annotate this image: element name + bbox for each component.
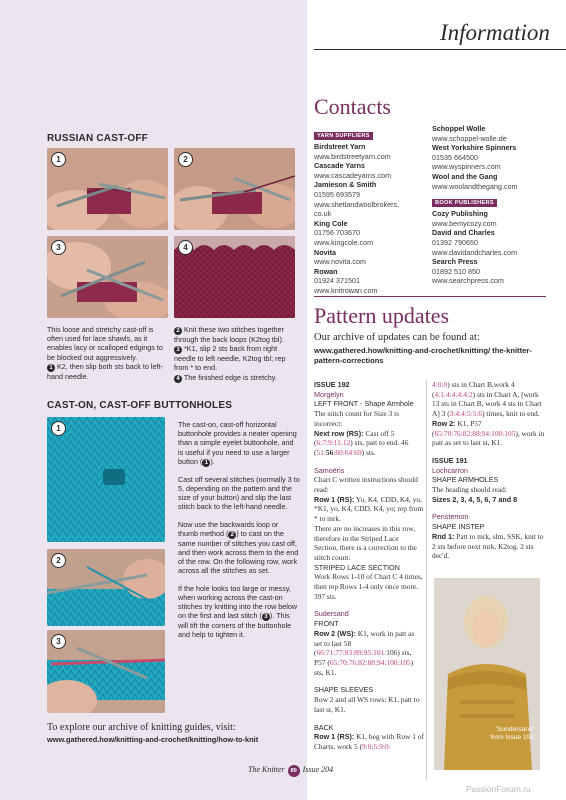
label: Row 2 (WS): — [314, 628, 356, 638]
sundersand-photo — [434, 578, 540, 770]
step-badge: 2 — [51, 553, 66, 568]
text-span: ). — [210, 456, 215, 466]
label: Rnd 1: — [432, 531, 455, 541]
supplier-detail[interactable]: www.birdstreetyarn.com — [314, 151, 391, 161]
supplier-name: West Yorkshire Spinners — [432, 143, 517, 153]
supplier-name: Rowan — [314, 266, 338, 276]
supplier-detail[interactable]: www.kingcole.com — [314, 237, 374, 247]
size-values: 3:4:4:5:5:6 — [449, 409, 483, 419]
supplier-detail[interactable]: www.knitrowan.com — [314, 285, 378, 295]
buttonholes-para-3 — [178, 520, 300, 576]
archive-link[interactable]: www.gathered.how/knitting-and-crochet/knitting/how-to-knit — [47, 735, 259, 744]
supplier-list-1 — [314, 142, 424, 296]
supplier-detail: 01892 510 850 — [432, 266, 480, 276]
buttonhole-step-1-illustration — [47, 417, 165, 542]
size-values: :100:105 — [384, 657, 411, 667]
label: Row 2: — [432, 418, 456, 428]
text-row-2 — [314, 629, 424, 678]
supplier-name: Novita — [314, 247, 336, 257]
buttonholes-heading: CAST-ON, CAST-OFF BUTTONHOLES — [47, 400, 233, 411]
text-span: K1, P57 ( — [432, 418, 482, 438]
size-values: 4:1:4:4:4:4:2 — [434, 389, 473, 399]
updates-col-2 — [432, 380, 546, 561]
caption-line-2: from Issue 192 — [490, 734, 534, 742]
step-badge: 1 — [51, 152, 66, 167]
supplier-detail[interactable]: www.woolandthegang.com — [432, 181, 518, 191]
supplier-entry — [314, 219, 424, 248]
size-values: 82:88:94 — [358, 657, 385, 667]
text-span: Patt to mrk, slm, SSK, knit to 2 sts before next mrk, K2tog. 2 sts dec'd. — [432, 531, 544, 561]
publisher-list — [432, 209, 562, 286]
page-footer — [248, 765, 333, 777]
supplier-detail[interactable]: www.wyspinners.com — [432, 162, 501, 172]
russian-intro: This loose and stretchy cast-off is often used for lace shawls, as it enables lacy or scalloped edgings to be blocked out aggressively. — [47, 325, 163, 362]
text-span: ) sts, patt to end. — [350, 438, 400, 448]
step-badge: 1 — [51, 421, 66, 436]
text-row-2-back — [432, 419, 546, 448]
text-span: 46 ( — [314, 438, 409, 457]
step-badge: 4 — [178, 240, 193, 255]
russian-step-4-text: The finished edge is stretchy. — [183, 372, 277, 382]
section-front: FRONT — [314, 619, 339, 629]
buttonholes-para-2: Cast off several stitches (normally 3 to 5, depending on the pattern and the size of your button) and slip the last stitch back to the left-hand needle. — [178, 474, 300, 512]
supplier-detail: 01392 790650 — [432, 237, 478, 247]
text-span: Now use the backwards loop or thumb method ( — [178, 519, 279, 538]
pattern-lochcarron: Lochcarron — [432, 465, 468, 475]
pattern-samoens: Samoëns — [314, 465, 345, 475]
header-rule — [314, 49, 566, 50]
text-no-increases: There are no increases in this row, therefore in the Striped Lace Section, there is a correction to the stitch count: — [314, 523, 417, 562]
size-values: 65:70:76:82:88: — [434, 428, 482, 438]
supplier-detail: 01924 371501 — [314, 276, 360, 286]
caption-line-1: 'Sundersand' — [495, 726, 534, 733]
category-book-publishers: BOOK PUBLISHERS — [432, 199, 497, 207]
russian-step-2-text: Knit these two stitches together through the back loops (K2tog tbl). — [174, 325, 284, 344]
buttonhole-step-2-photo — [47, 549, 165, 626]
text-span: The cast-on, cast-off horizontal buttonhole provides a neater opening than a simple eyelet buttonhole, and is useful if you need to use a larger button ( — [178, 420, 297, 466]
supplier-detail[interactable]: www.shetlandwoolbrokers. — [314, 199, 400, 209]
size-values: 11:12 — [333, 438, 351, 448]
text-next-row — [314, 429, 424, 458]
section-shape-instep: SHAPE INSTEP — [432, 522, 485, 532]
text-heading-should-read: The heading should read: — [432, 485, 507, 495]
step-number-1: 1 — [47, 364, 55, 372]
size-values: 9:0:5:9:0: — [362, 741, 391, 751]
text-stitch-count: The stitch count for Size 3 is incorrect: — [314, 409, 399, 428]
supplier-name: Cascade Yarns — [314, 161, 366, 171]
magazine-name: The Knitter — [248, 765, 285, 774]
corrected-value: 56 — [325, 447, 334, 457]
supplier-name: Jamieson & Smith — [314, 180, 377, 190]
russian-text-right — [174, 325, 298, 383]
text-back-row-1 — [314, 732, 424, 751]
size-values: :60:64:69 — [333, 447, 362, 457]
text-span: :106) sts, P57 ( — [314, 648, 412, 667]
supplier-entry — [314, 161, 424, 180]
text-work-rows: Work Rows 1-10 of Chart C 4 times, then rep Rows 1-4 only once more. 397 sts. — [314, 572, 423, 601]
size-values: 94:100:105 — [481, 428, 516, 438]
supplier-detail[interactable]: www.novita.com — [314, 257, 366, 267]
russian-step-1-text: K2, then slip both sts back to left-hand needle. — [47, 361, 163, 381]
russian-step-2-photo — [174, 148, 295, 230]
step-number-4: 4 — [174, 375, 182, 383]
russian-step-3-text: *K1, slip 2 sts back from right needle to left needle, K2tog tbl; rep from * to end. — [174, 344, 286, 373]
supplier-entry — [432, 257, 562, 286]
contacts-col-2 — [432, 124, 562, 286]
text-span: ) times, knit to end. — [482, 409, 540, 419]
supplier-detail[interactable]: www.bemycozy.com — [432, 218, 497, 228]
updates-col-1 — [314, 380, 424, 752]
supplier-name: Search Press — [432, 257, 478, 267]
supplier-entry — [432, 124, 562, 143]
supplier-entry — [314, 248, 424, 267]
label: Row 1 (RS): — [314, 732, 355, 742]
issue-number: Issue 204 — [302, 765, 334, 774]
text-span: ) to cast on the same number of stitches you cast off, and then work across them to the end of the row. On the following row, work across all the stitches as set. — [178, 528, 299, 576]
category-yarn-suppliers: YARN SUPPLIERS — [314, 132, 373, 140]
text-span: Cast off 5 ( — [314, 428, 395, 448]
size-values: 6:7:9: — [316, 438, 334, 448]
supplier-entry — [432, 172, 562, 191]
supplier-name: King Cole — [314, 218, 348, 228]
issue-192-heading: ISSUE 192 — [314, 380, 350, 389]
updates-intro: Our archive of updates can be found at: — [314, 332, 480, 343]
size-values: 65:70:76: — [329, 657, 359, 667]
step-number-3: 3 — [174, 346, 182, 354]
supplier-detail[interactable]: www.davidandcharles.com — [432, 247, 518, 257]
supplier-name: Wool and the Gang — [432, 171, 498, 181]
page-title: Information — [440, 20, 550, 45]
page-number: 89 — [288, 765, 300, 777]
supplier-detail: 01535 664500 — [432, 152, 478, 162]
step-number-2: 2 — [174, 327, 182, 335]
text-continued — [432, 380, 546, 419]
photo-caption — [434, 726, 534, 743]
text-span: ). This will tift the corners of the buttonhole and help to tighten it. — [178, 611, 292, 640]
supplier-entry — [314, 180, 424, 218]
supplier-detail: co.uk — [314, 209, 332, 219]
russian-step-4-photo — [174, 236, 295, 318]
watermark: PassionForum.ru — [466, 784, 531, 794]
step-badge: 2 — [178, 152, 193, 167]
text-span: Yo, K4, CDD, K4, yo, *K1, yo, K4, CDD, K4, yo; rep from * to mrk. — [314, 494, 424, 524]
supplier-entry — [314, 267, 424, 296]
supplier-name: Cozy Publishing — [432, 209, 488, 219]
step-badge: 3 — [51, 240, 66, 255]
supplier-entry — [432, 209, 562, 228]
buttonhole-step-1-photo — [47, 417, 165, 542]
russian-step-1-photo — [47, 148, 168, 230]
archive-intro: To explore our archive of knitting guides, visit: — [47, 722, 236, 733]
supplier-detail: 01756 703670 — [314, 228, 360, 238]
russian-text-left — [47, 325, 169, 381]
column-divider — [426, 380, 427, 780]
text-span: K1, work in patt as set to last 58 ( — [314, 628, 415, 658]
supplier-name: Birdstreet Yarn — [314, 142, 366, 151]
text-chart-c: Chart C written instructions should read: — [314, 475, 418, 495]
text-span: If the hole looks too large or messy, when working across the cast-on stitches try knitting into the row below on the first and last stitch ( — [178, 583, 298, 621]
section-shape-armholes: SHAPE ARMHOLES — [432, 475, 499, 485]
supplier-detail[interactable]: www.schoppel-wolle.de — [432, 133, 507, 143]
supplier-list-2 — [432, 124, 562, 191]
label: Row 1 (RS): — [314, 494, 355, 504]
text-rnd-1 — [432, 532, 546, 561]
size-values: 51: — [316, 447, 326, 457]
russian-cast-off-heading: RUSSIAN CAST-OFF — [47, 133, 148, 144]
text-span: ), work in patt as set to last st, K1. — [432, 428, 545, 448]
text-span: ) sts. — [361, 447, 376, 457]
buttonholes-para-1 — [178, 420, 300, 467]
step-number: 3 — [262, 613, 270, 621]
size-values: 95:101 — [363, 648, 385, 658]
text-row-1 — [314, 495, 424, 524]
supplier-detail: 01595 693579 — [314, 189, 360, 199]
issue-191-heading: ISSUE 191 — [432, 455, 468, 465]
step-number: 2 — [228, 531, 236, 539]
section-striped-lace: STRIPED LACE SECTION — [314, 562, 400, 572]
supplier-entry — [432, 143, 562, 172]
supplier-detail[interactable]: www.cascadeyarns.com — [314, 170, 392, 180]
buttonholes-para-4 — [178, 584, 300, 640]
supplier-name: David and Charles — [432, 228, 495, 238]
text-span: ) sts, K1. — [314, 657, 414, 677]
label: Next row (RS): — [314, 428, 364, 438]
pattern-sudersand: Sudersand — [314, 609, 349, 619]
buttonhole-step-3-photo — [47, 630, 165, 713]
text-sizes: Sizes 2, 3, 4, 5, 6, 7 and 8 — [432, 494, 518, 504]
section-left-front: LEFT FRONT - Shape Armhole — [314, 399, 414, 409]
supplier-detail[interactable]: www.searchpress.com — [432, 276, 504, 286]
supplier-name: Schoppel Wolle — [432, 124, 486, 133]
pattern-morgelyn: Morgelyn — [314, 389, 344, 399]
text-span: ) sts in Chart B,work 4 ( — [432, 380, 515, 399]
text-ws-rows: Row 2 and all WS rows: K1, patt to last st, K1. — [314, 695, 420, 714]
pattern-updates-heading: Pattern updates — [314, 303, 450, 328]
supplier-entry — [432, 228, 562, 257]
contacts-col-1 — [314, 124, 424, 296]
text-span: ) sts in Chart A, [work 13 sts in Chart B, work 4 sts in Chart A] 3 ( — [432, 389, 542, 419]
supplier-entry — [314, 142, 424, 161]
size-values: 66:71:77:83:89: — [316, 648, 364, 658]
section-rule — [314, 296, 546, 297]
updates-link[interactable]: www.gathered.how/knitting-and-crochet/knitting/ the-knitter-pattern-corrections — [314, 346, 532, 365]
pattern-penstemon: Penstemon — [432, 512, 469, 522]
buttonholes-text — [178, 420, 300, 648]
section-shape-sleeves: SHAPE SLEEVES — [314, 685, 374, 695]
russian-step-3-photo — [47, 236, 168, 318]
size-values: 4:0:0 — [432, 380, 448, 389]
section-back: BACK — [314, 722, 334, 732]
step-number: 1 — [202, 459, 210, 467]
text-span: K1, beg with Row 1 of Charts, work 5 ( — [314, 732, 424, 751]
contacts-heading: Contacts — [314, 94, 391, 119]
step-badge: 3 — [51, 634, 66, 649]
